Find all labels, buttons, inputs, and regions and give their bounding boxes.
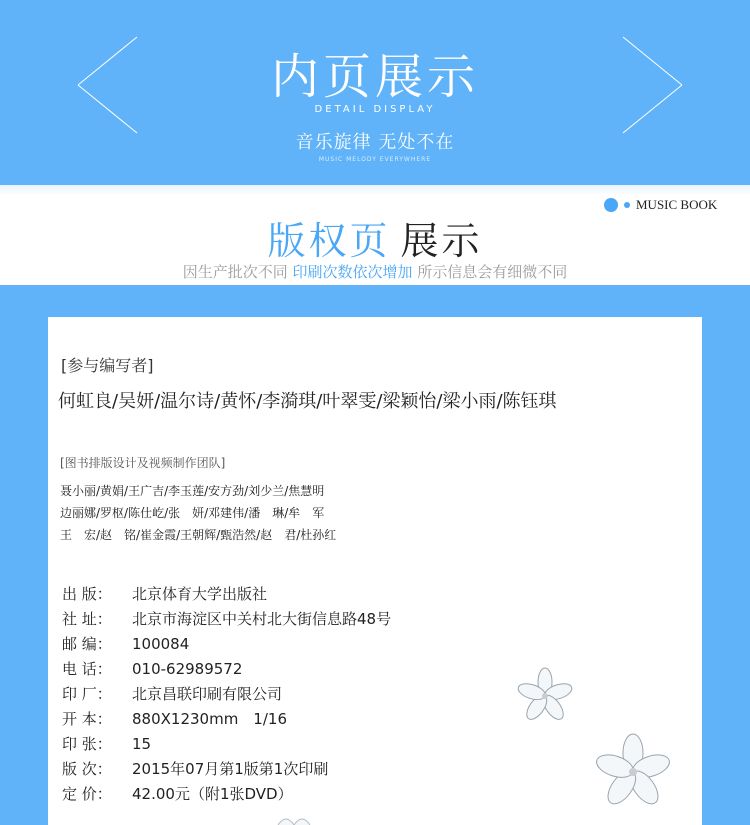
flower-icon	[593, 732, 673, 812]
info-label: 定 价：	[62, 785, 112, 803]
info-value: 010-62989572	[132, 660, 243, 678]
section-note-post: 所示信息会有细微不同	[417, 263, 568, 281]
section-title-blue: 版权页	[267, 219, 391, 263]
flower-icon	[276, 811, 312, 825]
info-value: 2015年07月第1版第1次印刷	[132, 760, 329, 778]
team-heading: [图书排版设计及视频制作团队]	[60, 456, 226, 470]
info-label: 出 版：	[62, 585, 112, 603]
info-row-address	[62, 608, 391, 629]
info-value: 北京昌联印刷有限公司	[132, 685, 283, 703]
info-row-printer	[62, 683, 282, 704]
info-value: 北京市海淀区中关村北大街信息路48号	[132, 610, 392, 628]
info-row-sheets	[62, 733, 151, 754]
banner-fade	[0, 185, 750, 195]
copyright-page	[48, 317, 702, 825]
team-line: 王 宏/赵 铭/崔金霞/王朝辉/甄浩然/赵 君/杜孙红	[60, 528, 337, 542]
dot-icon	[624, 202, 630, 208]
info-label: 版 次：	[62, 760, 112, 778]
team-line: 边丽娜/罗枢/陈仕屹/张 妍/邓建伟/潘 琳/牟 军	[60, 506, 325, 520]
team-line: 聂小丽/黄娟/王广吉/李玉莲/安方劲/刘少兰/焦慧明	[60, 484, 325, 498]
info-label: 印 厂：	[62, 685, 112, 703]
info-label: 印 张：	[62, 735, 112, 753]
info-label: 电 话：	[62, 660, 112, 678]
flower-icon	[516, 667, 574, 725]
music-book-label: MUSIC BOOK	[636, 197, 718, 212]
copyright-panel	[0, 285, 750, 825]
info-label: 邮 编：	[62, 635, 112, 653]
writers-list: 何虹良/吴妍/温尔诗/黄怀/李漪琪/叶翠雯/梁颖怡/梁小雨/陈钰琪	[58, 391, 557, 412]
section-note-pre: 因生产批次不同	[182, 263, 288, 281]
section-title	[0, 210, 750, 265]
info-row-phone	[62, 658, 242, 679]
writers-heading: [参与编写者]	[61, 356, 154, 375]
info-label: 开 本：	[62, 710, 112, 728]
section-note	[0, 261, 750, 282]
info-value: 北京体育大学出版社	[132, 585, 268, 603]
banner-tagline: 音乐旋律 无处不在	[295, 132, 455, 153]
info-row-postcode	[62, 633, 189, 654]
info-row-format	[62, 708, 287, 729]
section-title-dark: 展示	[400, 219, 483, 263]
info-value: 100084	[132, 635, 190, 653]
banner-tagline-en: MUSIC MELODY EVERYWHERE	[318, 156, 432, 163]
header-banner	[0, 0, 750, 185]
info-row-publisher	[62, 583, 267, 604]
section-note-highlight: 印刷次数依次增加	[292, 263, 413, 281]
info-row-edition	[62, 758, 328, 779]
banner-subtitle-en: DETAIL DISPLAY	[314, 104, 436, 115]
info-value: 880X1230mm 1/16	[132, 710, 287, 728]
info-row-price	[62, 783, 293, 804]
info-value: 15	[132, 735, 152, 753]
banner-title: 内页展示	[270, 49, 479, 105]
info-value: 42.00元（附1张DVD）	[132, 785, 293, 803]
info-label: 社 址：	[62, 610, 112, 628]
